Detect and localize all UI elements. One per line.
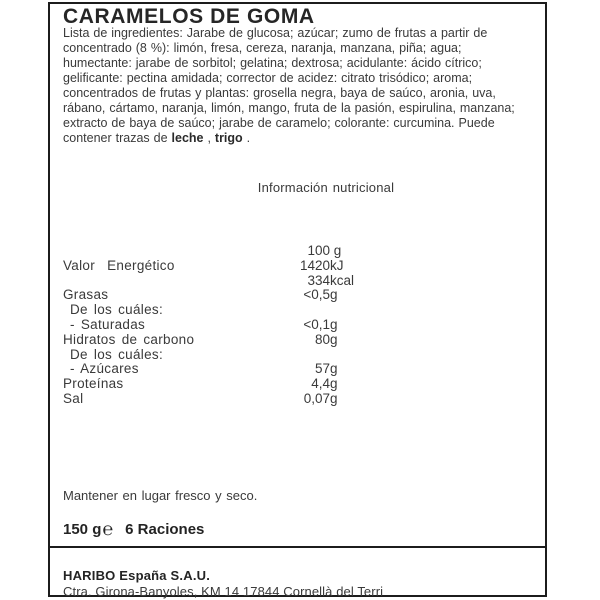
ingredients-line: Lista de ingredientes: Jarabe de glucosa; azúcar; zumo de frutas a partir de bbox=[63, 26, 488, 40]
net-weight: 150 g bbox=[63, 521, 102, 538]
nutrition-section-title: Información nutricional bbox=[257, 180, 395, 195]
row-value: 4,4 bbox=[311, 376, 330, 392]
row-value: 0,07 bbox=[303, 390, 330, 406]
allergen-prefix: contener trazas de bbox=[63, 131, 172, 145]
table-row-protein bbox=[50, 377, 545, 392]
ingredients-line: rábano, cártamo, naranja, limón, mango, fruta de la pasión, espirulina, manzana; bbox=[63, 101, 515, 115]
nutrition-column-header bbox=[50, 244, 545, 259]
table-row-saturates bbox=[50, 318, 545, 333]
product-label bbox=[48, 2, 547, 597]
ingredients-line: gelificante: pectina amidada; corrector de acidez: citrato trisódico; aroma; bbox=[63, 71, 473, 85]
manufacturer-address: Ctra. Girona-Banyoles, KM 14 17844 Cornellà del Terri bbox=[63, 584, 384, 599]
row-value: <0,1 bbox=[303, 316, 330, 332]
row-value: 57 bbox=[314, 361, 330, 377]
row-unit: g bbox=[330, 376, 338, 392]
table-row-carbohydrate bbox=[50, 333, 545, 348]
row-label: Proteínas bbox=[63, 376, 124, 392]
product-title: CARAMELOS DE GOMA bbox=[63, 5, 315, 28]
footer-divider bbox=[50, 546, 545, 548]
row-label: Grasas bbox=[63, 287, 109, 303]
row-unit: g bbox=[330, 331, 338, 347]
allergen-separator: , bbox=[203, 131, 215, 145]
row-label: Valor Energético bbox=[63, 257, 175, 273]
servings-count: 6 Raciones bbox=[125, 521, 205, 538]
column-header-amount: 100 bbox=[307, 243, 330, 258]
row-label: De los cuáles: bbox=[70, 346, 163, 362]
storage-instructions: Mantener en lugar fresco y seco. bbox=[63, 488, 258, 503]
allergen-suffix: . bbox=[242, 131, 251, 145]
row-value: 1420 bbox=[299, 257, 330, 273]
allergen-milk: leche bbox=[171, 131, 204, 145]
nutrition-table bbox=[50, 244, 545, 407]
table-row-energy-kcal bbox=[50, 274, 545, 289]
ingredients-list bbox=[63, 26, 515, 146]
row-label: Sal bbox=[63, 390, 84, 406]
estimated-sign-icon: ℮ bbox=[102, 519, 114, 539]
ingredients-allergen-line bbox=[63, 131, 515, 146]
row-unit: g bbox=[330, 390, 338, 406]
row-label: De los cuáles: bbox=[70, 302, 163, 318]
ingredients-line: extracto de baya de saúco; jarabe de caramelo; colorante: curcumina. Puede bbox=[63, 116, 495, 130]
column-header-unit: g bbox=[330, 243, 342, 258]
row-unit: g bbox=[330, 361, 338, 377]
row-unit: kcal bbox=[330, 272, 355, 288]
row-unit: kJ bbox=[330, 257, 344, 273]
row-label: Hidratos de carbono bbox=[63, 331, 195, 347]
table-row-salt bbox=[50, 392, 545, 407]
row-value: <0,5 bbox=[303, 287, 330, 303]
ingredients-line: humectante: jarabe de sorbitol; gelatina; dextrosa; acidulante: ácido cítrico; bbox=[63, 56, 482, 70]
ingredients-line: concentrados de frutas y plantas: grosella negra, baya de saúco, aronia, uva, bbox=[63, 86, 496, 100]
table-row-sugars bbox=[50, 362, 545, 377]
row-unit: g bbox=[330, 287, 338, 303]
row-label: - Azúcares bbox=[70, 361, 139, 377]
row-unit: g bbox=[330, 316, 338, 332]
allergen-wheat: trigo bbox=[214, 131, 243, 145]
table-row-of-which bbox=[50, 303, 545, 318]
row-value: 80 bbox=[314, 331, 330, 347]
ingredients-line: concentrado (8 %): limón, fresa, cereza, naranja, manzana, piña; agua; bbox=[63, 41, 462, 55]
table-row-fat bbox=[50, 288, 545, 303]
row-label: - Saturadas bbox=[70, 316, 146, 332]
net-weight-line bbox=[63, 518, 204, 539]
manufacturer-name: HARIBO España S.A.U. bbox=[63, 568, 211, 583]
table-row-of-which bbox=[50, 348, 545, 363]
table-row-energy-kj bbox=[50, 259, 545, 274]
row-value: 334 bbox=[307, 272, 330, 288]
